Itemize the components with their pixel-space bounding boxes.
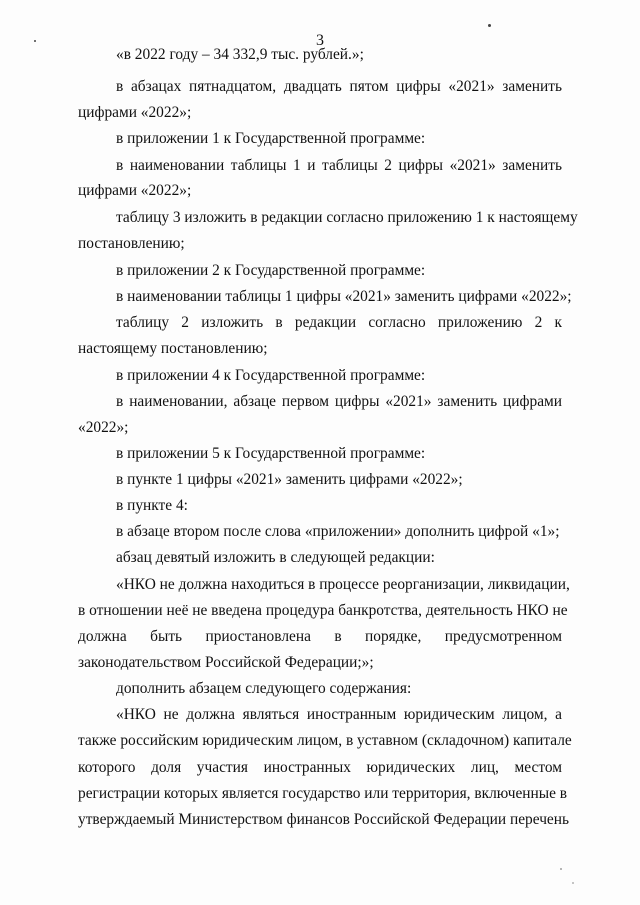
text-line: в наименовании, абзаце первом цифры «2021» заменить цифрами (116, 393, 562, 410)
text-line: дополнить абзацем следующего содержания: (116, 680, 412, 697)
text-line: в абзаце втором после слова «приложении» дополнить цифрой «1»; (116, 523, 560, 540)
text-line: в приложении 5 к Государственной программе: (116, 445, 426, 462)
text-line: в приложении 1 к Государственной программе: (116, 130, 426, 147)
scan-speck (488, 24, 491, 27)
scan-speck (572, 882, 574, 884)
text-line: в приложении 4 к Государственной программе: (116, 367, 426, 384)
text-line: регистрации которых является государство или территория, включенные в (78, 785, 568, 802)
text-line: постановлению; (78, 235, 185, 252)
text-line: в отношении неё не введена процедура банкротства, деятельность НКО не (78, 602, 568, 619)
text-line: в абзацах пятнадцатом, двадцать пятом цифры «2021» заменить (116, 78, 562, 95)
text-line: таблицу 3 изложить в редакции согласно приложению 1 к настоящему (116, 209, 578, 226)
text-line: утверждаемый Министерством финансов Российской Федерации перечень (78, 811, 570, 828)
text-line: «НКО не должна находиться в процессе реорганизации, ликвидации, (116, 576, 570, 593)
text-line: абзац девятый изложить в следующей редакции: (116, 549, 435, 566)
text-line: «2022»; (78, 419, 129, 436)
text-line: в наименовании таблицы 1 цифры «2021» заменить цифрами «2022»; (116, 288, 572, 305)
text-line: настоящему постановлению; (78, 340, 268, 357)
page-number: 3 (316, 32, 324, 49)
text-line: цифрами «2022»; (78, 182, 192, 199)
text-line: «НКО не должна являться иностранным юридическим лицом, а (116, 706, 562, 723)
text-line: «в 2022 году – 34 332,9 тыс. рублей.»; (116, 46, 364, 63)
text-line: в пункте 4: (116, 497, 188, 514)
text-line: должна быть приостановлена в порядке, предусмотренном (78, 628, 562, 645)
text-line: в наименовании таблицы 1 и таблицы 2 цифры «2021» заменить (116, 157, 562, 174)
scan-speck (34, 40, 36, 42)
text-line: в пункте 1 цифры «2021» заменить цифрами «2022»; (116, 471, 463, 488)
text-line: в приложении 2 к Государственной программе: (116, 262, 426, 279)
text-line: законодательством Российской Федерации;»; (78, 654, 374, 671)
text-line: таблицу 2 изложить в редакции согласно приложению 2 к (116, 314, 562, 331)
text-line: цифрами «2022»; (78, 104, 192, 121)
scan-speck (560, 868, 562, 870)
text-line: также российским юридическим лицом, в уставном (складочном) капитале (78, 732, 572, 749)
text-line: которого доля участия иностранных юридических лиц, местом (78, 759, 562, 776)
